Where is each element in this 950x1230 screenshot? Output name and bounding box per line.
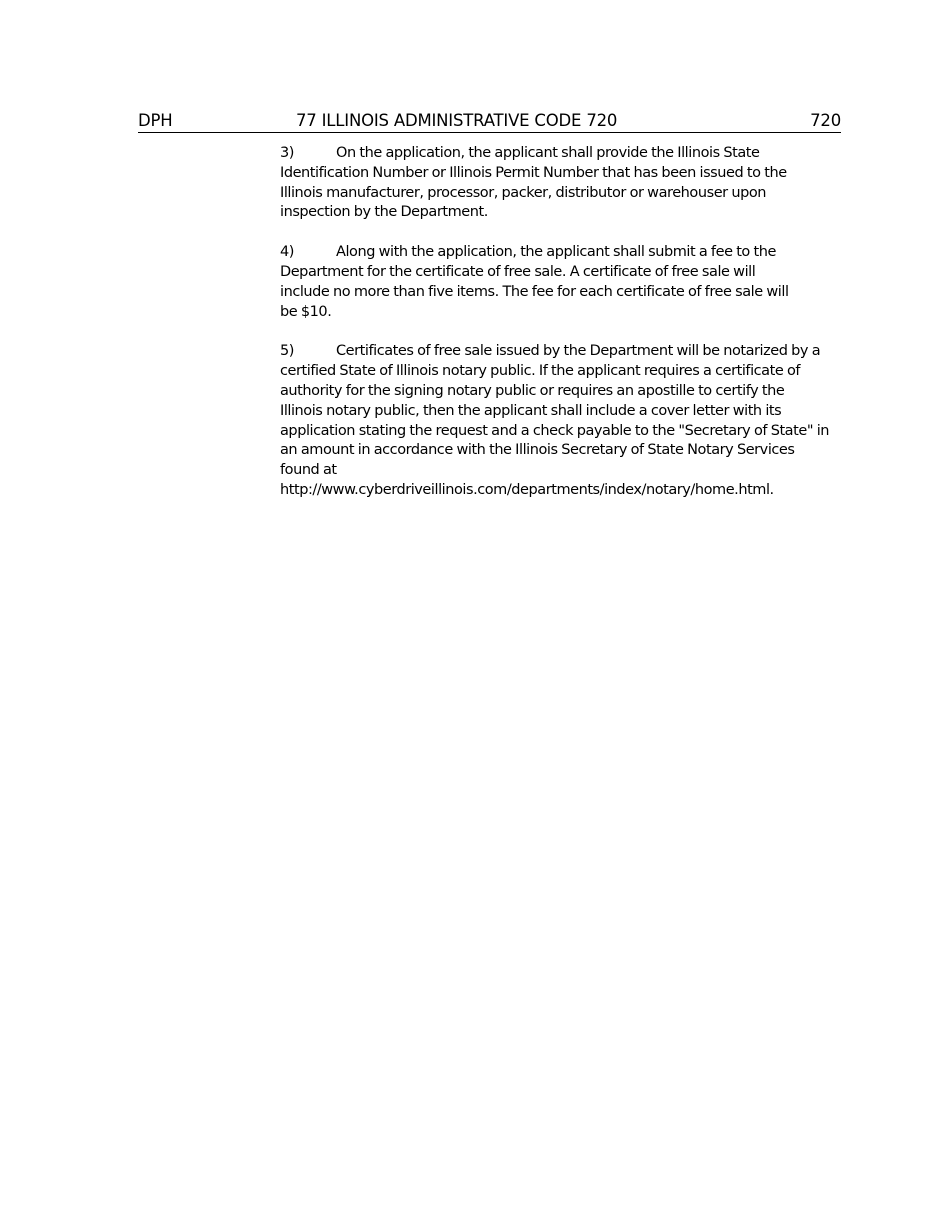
paragraph-line: Illinois notary public, then the applicant shall include a cover letter with its xyxy=(280,402,782,419)
paragraph-line: be $10. xyxy=(280,303,332,320)
paragraph-line: authority for the signing notary public or requires an apostille to certify the xyxy=(280,382,785,399)
paragraph-line: inspection by the Department. xyxy=(280,204,488,221)
paragraph-number: 3) xyxy=(280,145,294,161)
paragraph-line xyxy=(280,243,830,263)
paragraph-line: an amount in accordance with the Illinois Secretary of State Notary Services xyxy=(280,442,795,459)
paragraph-5 xyxy=(280,342,830,500)
notary-services-url: http://www.cyberdriveillinois.com/departments/index/notary/home.html. xyxy=(280,481,774,498)
header-part-number: 720 xyxy=(810,111,841,130)
paragraph-line xyxy=(280,144,830,164)
paragraph-line: Department for the certificate of free sale. A certificate of free sale will xyxy=(280,263,756,280)
header-code-title: 77 ILLINOIS ADMINISTRATIVE CODE 720 xyxy=(296,111,618,130)
paragraph-text: On the application, the applicant shall provide the Illinois State xyxy=(336,145,760,161)
paragraph-line: certified State of Illinois notary public. If the applicant requires a certificate of xyxy=(280,363,801,380)
paragraph-line xyxy=(280,342,830,362)
paragraph-line: Illinois manufacturer, processor, packer, distributor or warehouser upon xyxy=(280,184,766,201)
paragraph-line: found at xyxy=(280,462,337,479)
page-header xyxy=(138,110,841,133)
paragraph-number: 4) xyxy=(280,244,294,261)
paragraph-4 xyxy=(280,243,830,322)
paragraph-text: Certificates of free sale issued by the Department will be notarized by a xyxy=(336,343,821,360)
paragraph-line: application stating the request and a check payable to the "Secretary of State" in xyxy=(280,422,830,439)
paragraph-line: Identification Number or Illinois Permit Number that has been issued to the xyxy=(280,164,787,181)
document-body xyxy=(280,144,830,521)
paragraph-number: 5) xyxy=(280,343,294,360)
paragraph-3 xyxy=(280,144,830,223)
header-agency: DPH xyxy=(138,111,173,130)
paragraph-text: Along with the application, the applicant shall submit a fee to the xyxy=(336,244,776,261)
paragraph-line: include no more than five items. The fee for each certificate of free sale will xyxy=(280,283,789,300)
